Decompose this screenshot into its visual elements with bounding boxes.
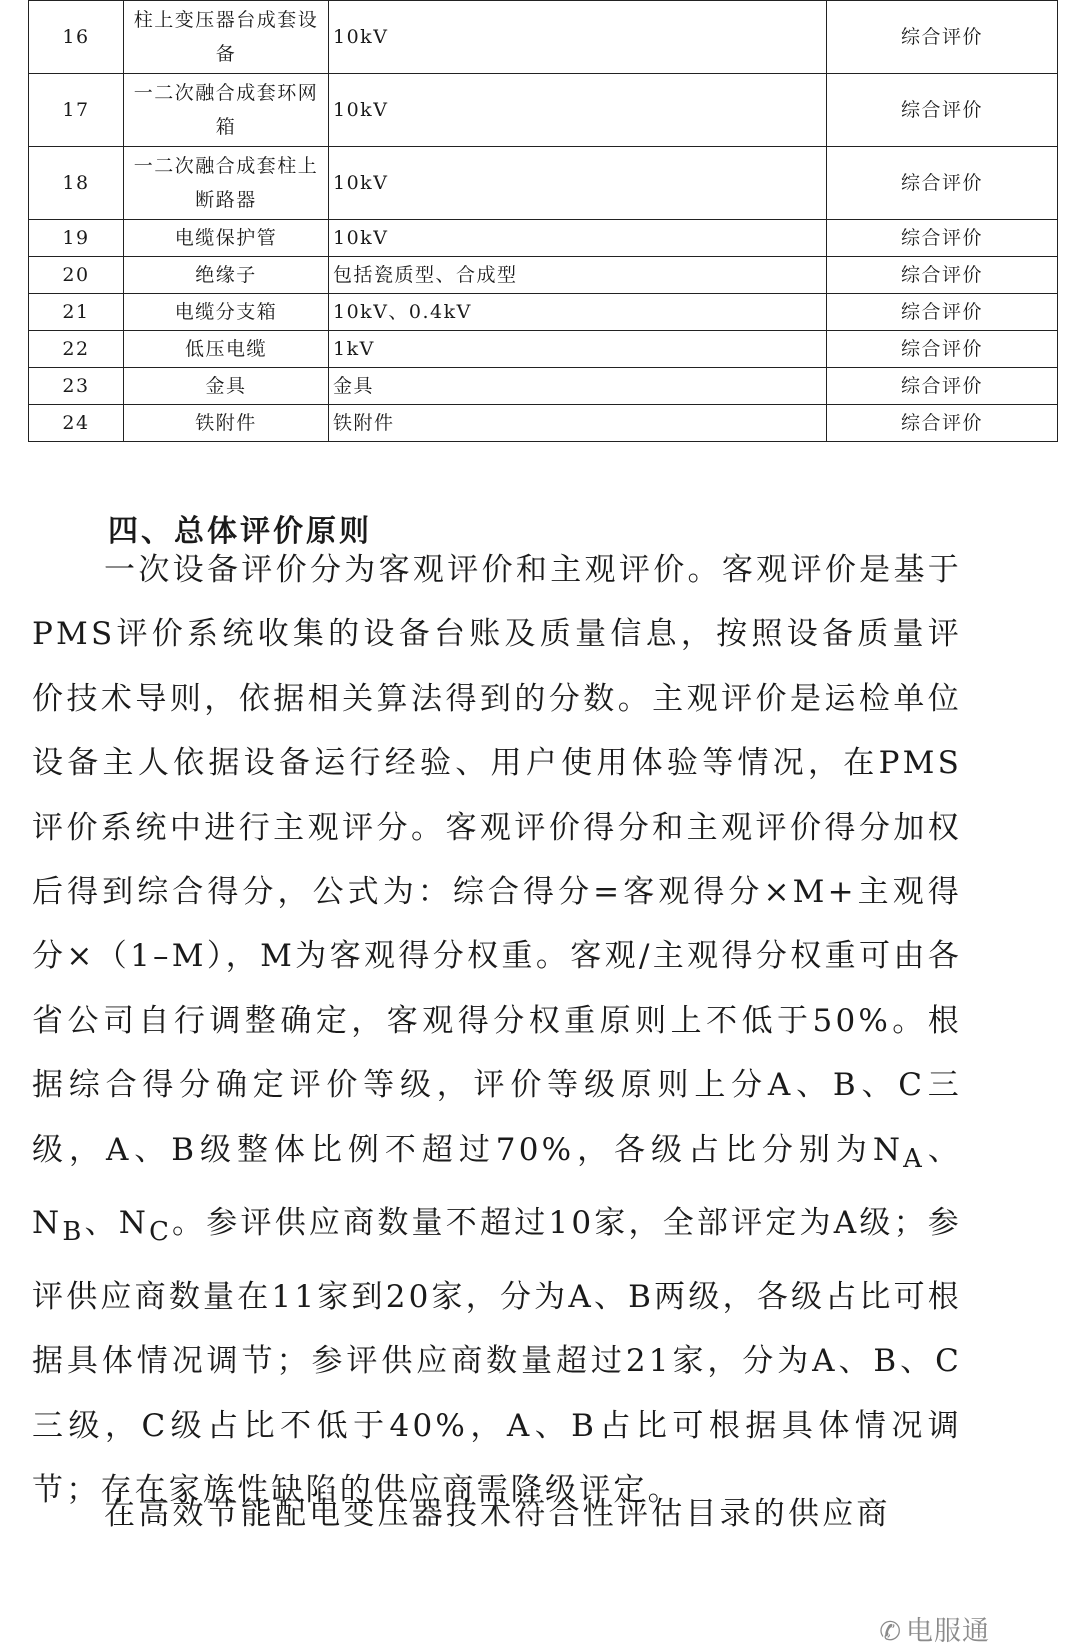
row-number: 16	[29, 1, 124, 74]
table-row	[29, 368, 1058, 405]
equipment-name: 一二次融合成套环网箱	[124, 74, 329, 147]
table-row	[29, 257, 1058, 294]
row-number: 23	[29, 368, 124, 405]
equipment-name: 绝缘子	[124, 257, 329, 294]
equipment-spec: 10kV	[329, 74, 827, 147]
evaluation-method: 综合评价	[827, 294, 1058, 331]
paragraph-text: 一次设备评价分为客观评价和主观评价。客观评价是基于PMS评价系统收集的设备台账及质量信息，按照设备质量评价技术导则，依据相关算法得到的分数。主观评价是运检单位设备主人依据设备运行经验、用户使用体验等情况，在PMS评价系统中进行主观评分。客观评价得分和主观评价得分加权后得到综合得分，公式为：综合得分=客观得分×M+主观得分×（1–M），M为客观得分权重。客观/主观得分权重可由各省公司自行调整确定，客观得分权重原则上不低于50%。根据综合得分确定评价等级，评价等级原则上分A、B、C三级，A、B级整体比例不超过70%，各级占比分别为N	[32, 552, 962, 1168]
watermark	[875, 1609, 994, 1648]
evaluation-method: 综合评价	[827, 331, 1058, 368]
table-row	[29, 74, 1058, 147]
row-number: 17	[29, 74, 124, 147]
equipment-spec: 金具	[329, 368, 827, 405]
subscript: C	[149, 1217, 173, 1248]
equipment-name: 低压电缆	[124, 331, 329, 368]
equipment-name: 铁附件	[124, 405, 329, 442]
evaluation-table	[28, 0, 1058, 442]
table-row	[29, 147, 1058, 220]
evaluation-method: 综合评价	[827, 257, 1058, 294]
equipment-spec: 10kV	[329, 147, 827, 220]
table-row	[29, 220, 1058, 257]
equipment-name: 金具	[124, 368, 329, 405]
equipment-spec: 10kV	[329, 1, 827, 74]
row-number: 20	[29, 257, 124, 294]
equipment-spec: 10kV、0.4kV	[329, 294, 827, 331]
row-number: 19	[29, 220, 124, 257]
paragraph-evaluation-principles	[32, 538, 962, 1522]
equipment-spec: 10kV	[329, 220, 827, 257]
table-row	[29, 1, 1058, 74]
equipment-name: 一二次融合成套柱上断路器	[124, 147, 329, 220]
row-number: 24	[29, 405, 124, 442]
paragraph-text: 、N	[32, 1131, 963, 1242]
equipment-name: 柱上变压器台成套设备	[124, 1, 329, 74]
watermark-text: 电服通	[906, 1616, 990, 1647]
wechat-icon: ✆	[879, 1617, 902, 1647]
row-number: 18	[29, 147, 124, 220]
table-row	[29, 331, 1058, 368]
paragraph-next: 在高效节能配电变压器技术符合性评估目录的供应商	[104, 1496, 891, 1532]
evaluation-method: 综合评价	[827, 147, 1058, 220]
evaluation-method: 综合评价	[827, 74, 1058, 147]
subscript: A	[903, 1143, 926, 1174]
evaluation-method: 综合评价	[827, 1, 1058, 74]
table-row	[29, 294, 1058, 331]
equipment-spec: 包括瓷质型、合成型	[329, 257, 827, 294]
section-heading: 四、总体评价原则	[108, 514, 372, 549]
table-row	[29, 405, 1058, 442]
evaluation-method: 综合评价	[827, 368, 1058, 405]
equipment-spec: 铁附件	[329, 405, 827, 442]
paragraph-text: 、N	[84, 1205, 150, 1242]
paragraph-text: 。参评供应商数量不超过10家，全部评定为A级；参评供应商数量在11家到20家，分为A、B两级，各级占比可根据具体情况调节；参评供应商数量超过21家，分为A、B、C三级，C级占比不低于40%，A、B占比可根据具体情况调节；存在家族性缺陷的供应商需降级评定。	[32, 1205, 962, 1509]
evaluation-method: 综合评价	[827, 405, 1058, 442]
evaluation-method: 综合评价	[827, 220, 1058, 257]
equipment-name: 电缆保护管	[124, 220, 329, 257]
subscript: B	[62, 1217, 85, 1248]
equipment-name: 电缆分支箱	[124, 294, 329, 331]
equipment-spec: 1kV	[329, 331, 827, 368]
row-number: 22	[29, 331, 124, 368]
row-number: 21	[29, 294, 124, 331]
